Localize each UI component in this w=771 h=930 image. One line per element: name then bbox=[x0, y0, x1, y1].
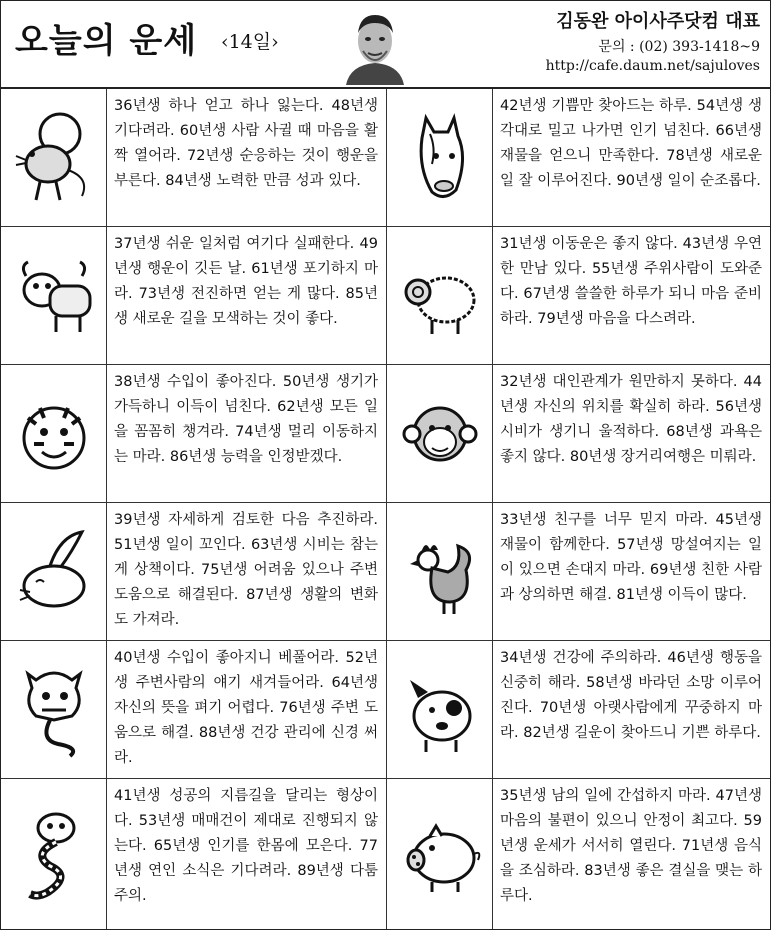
fortune-grid bbox=[1, 89, 770, 929]
dragon-icon bbox=[10, 660, 98, 760]
contact-phone: 문의 : (02) 393-1418~9 bbox=[598, 39, 760, 55]
fortune-cell bbox=[387, 641, 770, 779]
author-name: 김동완 아이사주닷컴 대표 bbox=[556, 11, 760, 32]
horse-icon bbox=[396, 108, 484, 208]
pig-icon bbox=[396, 804, 484, 904]
header bbox=[1, 1, 770, 89]
fortune-text: 41년생 성공의 지름길을 달리는 형상이다. 53년생 매매건이 제대로 진행되지 않는다. 65년생 인기를 한몸에 모은다. 77년생 연인 소식은 기다려라. 89년생 다툼 주의. bbox=[114, 788, 378, 904]
fortune-cell bbox=[387, 227, 770, 365]
fortune-cell bbox=[387, 89, 770, 227]
fortune-text: 40년생 수입이 좋아지니 베풀어라. 52년생 주변사람의 얘기 새겨들어라. 64년생 자신의 뜻을 펴기 어렵다. 76년생 주변 도움으로 해결. 88년생 건강 관리에 신경 써라. bbox=[114, 650, 378, 766]
fortune-text: 42년생 기쁨만 찾아드는 하루. 54년생 생각대로 밀고 나가면 인기 넘친다. 66년생 재물을 얻으니 만족한다. 78년생 새로운 일 잘 이루어진다. 90년생 일이 순조롭다. bbox=[500, 98, 762, 189]
fortune-cell bbox=[1, 779, 387, 929]
tiger-icon bbox=[10, 384, 98, 484]
rabbit-icon bbox=[10, 522, 98, 622]
fortune-text: 34년생 건강에 주의하라. 46년생 행동을 신중히 해라. 58년생 바라던 소망 이루어진다. 70년생 아랫사람에게 꾸중하지 마라. 82년생 길운이 찾아드니 기쁜 하루다. bbox=[500, 650, 762, 741]
fortune-text: 35년생 남의 일에 간섭하지 마라. 47년생 마음의 불편이 있으니 안정이 최고다. 59년생 운세가 서서히 열린다. 71년생 음식을 조심하라. 83년생 좋은 결실을 맺는 하루다. bbox=[500, 788, 762, 904]
fortune-cell bbox=[387, 365, 770, 503]
rat-icon bbox=[10, 108, 98, 208]
rooster-icon bbox=[396, 522, 484, 622]
sheep-icon bbox=[396, 246, 484, 346]
fortune-cell bbox=[387, 779, 770, 929]
dog-icon bbox=[396, 660, 484, 760]
fortune-text: 37년생 쉬운 일처럼 여기다 실패한다. 49년생 행운이 깃든 날. 61년생 포기하지 마라. 73년생 전진하면 얻는 게 많다. 85년생 새로운 길을 모색하는 것이 좋다. bbox=[114, 236, 378, 327]
contact-url[interactable]: http://cafe.daum.net/sajuloves bbox=[545, 58, 760, 74]
fortune-cell bbox=[1, 227, 387, 365]
date-subtitle: ‹14일› bbox=[221, 31, 279, 53]
ox-icon bbox=[10, 246, 98, 346]
fortune-text: 36년생 하나 얻고 하나 잃는다. 48년생 기다려라. 60년생 사람 사귈 때 마음을 활짝 열어라. 72년생 순응하는 것이 행운을 부른다. 84년생 노력한 만큼 성과 있다. bbox=[114, 98, 378, 189]
fortune-cell bbox=[1, 641, 387, 779]
page-title: 오늘의 운세 bbox=[15, 21, 198, 61]
author-photo bbox=[336, 7, 414, 85]
fortune-cell bbox=[1, 365, 387, 503]
fortune-cell bbox=[1, 503, 387, 641]
fortune-text: 32년생 대인관계가 원만하지 못하다. 44년생 자신의 위치를 확실히 하라. 56년생 시비가 생기니 울적하다. 68년생 과욕은 좋지 않다. 80년생 장거리여행은 미뤄라. bbox=[500, 374, 762, 465]
monkey-icon bbox=[396, 384, 484, 484]
fortune-text: 33년생 친구를 너무 믿지 마라. 45년생 재물이 함께한다. 57년생 망설여지는 일이 있으면 손대지 마라. 69년생 친한 사람과 상의하면 해결. 81년생 이득이 많다. bbox=[500, 512, 762, 603]
fortune-text: 39년생 자세하게 검토한 다음 추진하라. 51년생 일이 꼬인다. 63년생 시비는 참는 게 상책이다. 75년생 어려움 있으나 주변 도움으로 해결된다. 87년생 생활의 변화도 가져라. bbox=[114, 512, 378, 628]
snake-icon bbox=[10, 804, 98, 904]
fortune-text: 31년생 이동운은 좋지 않다. 43년생 우연한 만남 있다. 55년생 주위사람이 도와준다. 67년생 쓸쓸한 하루가 되니 마음 준비하라. 79년생 마음을 다스려라. bbox=[500, 236, 762, 327]
author-block bbox=[546, 7, 760, 74]
fortune-text: 38년생 수입이 좋아진다. 50년생 생기가 가득하니 이득이 넘친다. 62년생 모든 일을 꼼꼼히 챙겨라. 74년생 멀리 이동하지는 마라. 86년생 능력을 인정받겠다. bbox=[114, 374, 378, 465]
fortune-cell bbox=[387, 503, 770, 641]
fortune-cell bbox=[1, 89, 387, 227]
